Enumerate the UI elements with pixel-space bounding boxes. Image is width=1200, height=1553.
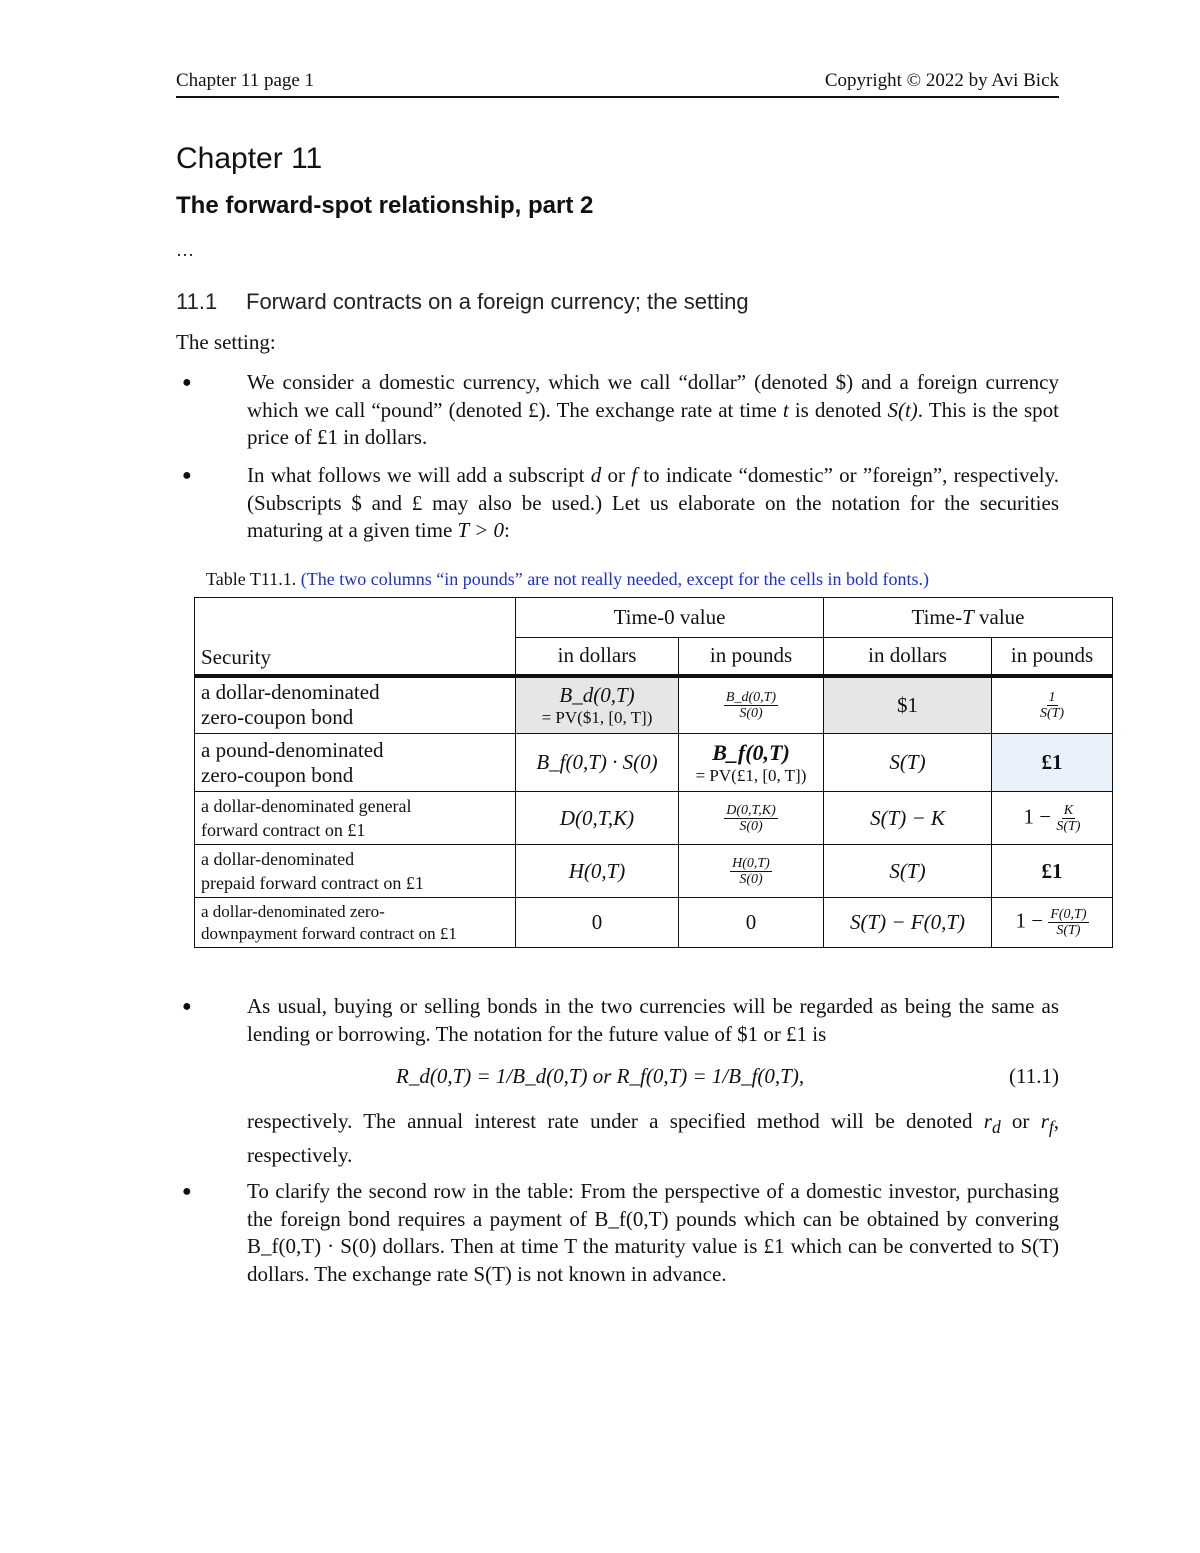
chapter-subtitle: The forward-spot relationship, part 2: [176, 192, 594, 219]
bullet-item-3: [176, 993, 1059, 1048]
section-heading: [176, 289, 749, 315]
t0-pounds-cell: $\frac{D(0,T,K)}{S(0)}$: [679, 792, 824, 845]
header-timeT: Time-T value: [824, 598, 1113, 638]
security-cell: a dollar-denominated prepaid forward contract on £1: [195, 845, 516, 898]
bullet-item-4: [176, 1178, 1059, 1288]
table-row: [195, 734, 1113, 792]
equation-number: (11.1): [1009, 1064, 1059, 1088]
tT-pounds-cell: $\frac{1}{S(T)}$: [992, 676, 1113, 734]
bullet-text: We consider a domestic currency, which we call “dollar” (denoted $) and a foreign currency which we call “pound” (denoted £). The exchange rate at time t is denoted S(t). This is the spot price of £1 in dollars.: [247, 370, 1060, 449]
tT-dollars-cell: $1: [824, 676, 992, 734]
t0-pounds-cell: B_f(0,T) = PV(£1, [0, T]): [679, 734, 824, 792]
bullet-text: As usual, buying or selling bonds in the two currencies will be regarded as being the same as lending or borrowing. The notation for the future value of $1 or £1 is: [247, 994, 1059, 1046]
col-t0-pounds: in pounds: [679, 638, 824, 676]
table-row: [195, 845, 1113, 898]
tT-pounds-cell: 1 − $\frac{K}{S(T)}$: [992, 792, 1113, 845]
tT-pounds-cell: £1: [992, 734, 1113, 792]
tT-dollars-cell: S(T): [824, 845, 992, 898]
securities-table: [194, 597, 1113, 948]
bullet-dot-icon: ●: [182, 467, 192, 484]
table-row: [195, 676, 1113, 734]
tT-dollars-cell: S(T): [824, 734, 992, 792]
bullet-text: In what follows we will add a subscript d or f to indicate “domestic” or ”foreign”, respectively. (Subscripts $ and £ may also be used.) Let us elaborate on the notation for the securities maturing at a given time T > 0:: [247, 463, 1059, 542]
bullet-dot-icon: ●: [182, 374, 192, 391]
t0-pounds-cell: $\frac{B\_d(0,T)}{S(0)}$: [679, 676, 824, 734]
bullet-item-1: [176, 369, 1059, 452]
page-header: [176, 70, 1059, 98]
tT-dollars-cell: S(T) − F(0,T): [824, 898, 992, 948]
chapter-title: Chapter 11: [176, 142, 323, 175]
t0-dollars-cell: B_d(0,T) = PV($1, [0, T]): [516, 676, 679, 734]
ellipsis: …: [176, 240, 194, 260]
tT-dollars-cell: S(T) − K: [824, 792, 992, 845]
col-tT-dollars: in dollars: [824, 638, 992, 676]
table-header-row: [195, 598, 1113, 638]
t0-dollars-cell: B_f(0,T) · S(0): [516, 734, 679, 792]
table-caption: Table T11.1. (The two columns “in pounds” are not really needed, except for the cells in bold fonts.): [206, 569, 930, 589]
header-copyright: Copyright © 2022 by Avi Bick: [824, 70, 1059, 91]
tT-pounds-cell: £1: [992, 845, 1113, 898]
col-t0-dollars: in dollars: [516, 638, 679, 676]
security-cell: a dollar-denominated zero-coupon bond: [195, 676, 516, 734]
bullet-item-2: [176, 462, 1059, 545]
security-cell: a dollar-denominated general forward contract on £1: [195, 792, 516, 845]
col-security: Security: [195, 598, 516, 676]
header-time0: Time-0 value: [516, 598, 824, 638]
t0-pounds-cell: $\frac{H(0,T)}{S(0)}$: [679, 845, 824, 898]
bullet-text: To clarify the second row in the table: From the perspective of a domestic investor, purchasing the foreign bond requires a payment of B_f(0,T) pounds which can be obtained by convering B_f(0,T) · S(0) dollars. Then at time T the maturity value is £1 which can be converted to S(T) dollars. The exchange rate S(T) is not known in advance.: [247, 1179, 1059, 1286]
t0-pounds-cell: 0: [679, 898, 824, 948]
security-cell: a pound-denominated zero-coupon bond: [195, 734, 516, 792]
col-tT-pounds: in pounds: [992, 638, 1113, 676]
t0-dollars-cell: D(0,T,K): [516, 792, 679, 845]
bullet-dot-icon: ●: [182, 1183, 192, 1200]
bullet-item-3-continued: [176, 1108, 1059, 1169]
section-title: Forward contracts on a foreign currency; the setting: [246, 289, 749, 314]
table-row: [195, 898, 1113, 948]
equation-body: R_d(0,T) = 1/B_d(0,T) or R_f(0,T) = 1/B_f(0,T),: [396, 1064, 805, 1088]
table-row: [195, 792, 1113, 845]
section-number: 11.1: [176, 289, 218, 314]
t0-dollars-cell: H(0,T): [516, 845, 679, 898]
security-cell: a dollar-denominated zero- downpayment forward contract on £1: [195, 898, 516, 948]
tT-pounds-cell: 1 − $\frac{F(0,T)}{S(T)}$: [992, 898, 1113, 948]
setting-label: The setting:: [176, 330, 276, 354]
header-chapter-page: Chapter 11 page 1: [176, 70, 315, 91]
bullet-dot-icon: ●: [182, 998, 192, 1015]
t0-dollars-cell: 0: [516, 898, 679, 948]
bullet-text: respectively. The annual interest rate under a specified method will be denoted $r_d$ or $r_f$, respectively.: [247, 1109, 1059, 1167]
